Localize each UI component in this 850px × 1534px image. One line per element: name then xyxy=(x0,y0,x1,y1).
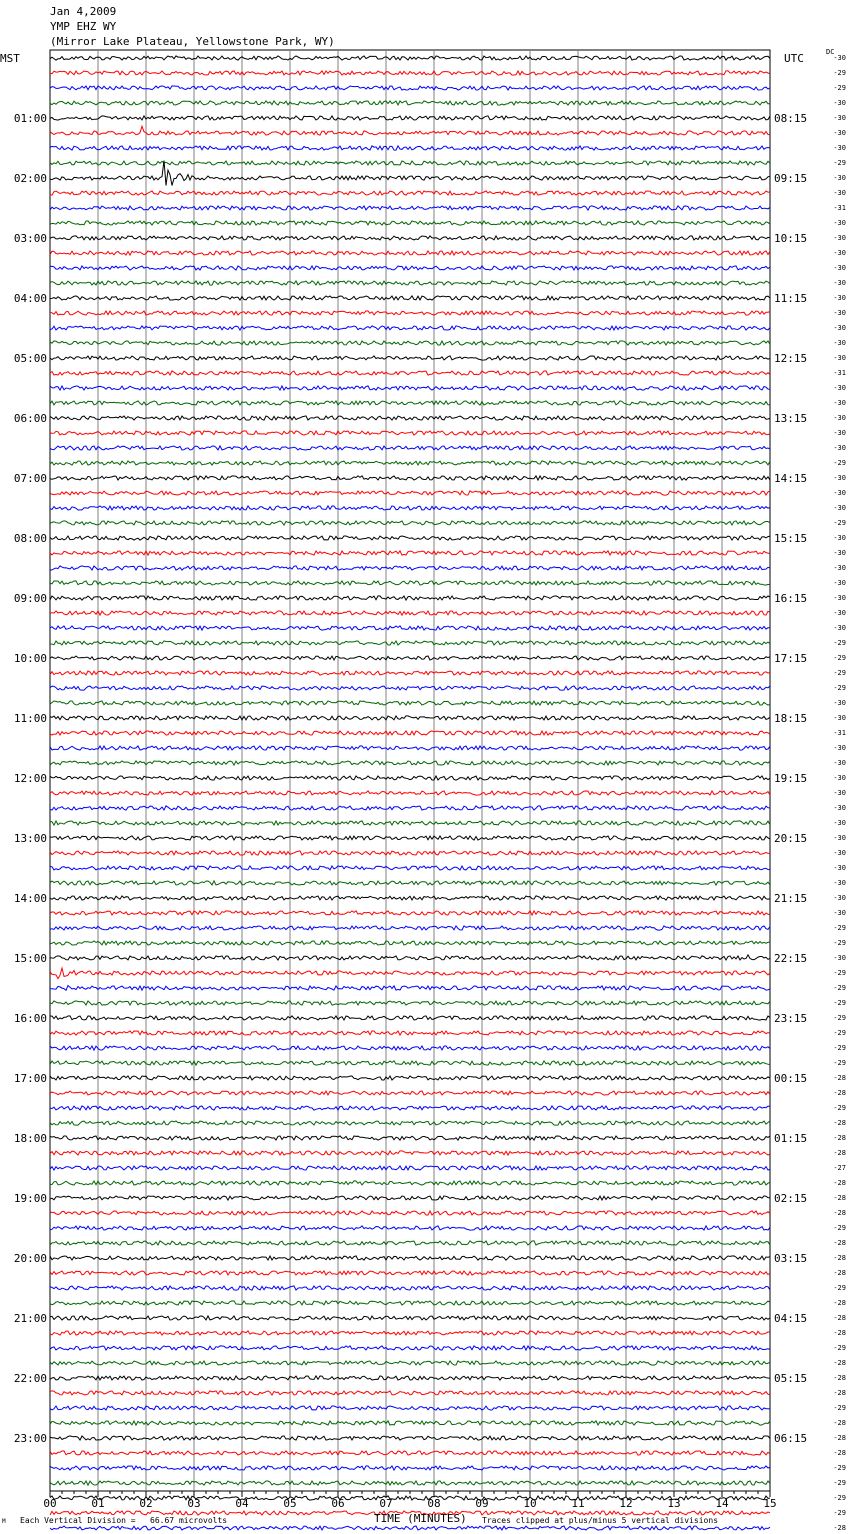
dc-offset-label: -29 xyxy=(833,1029,846,1037)
x-tick-label: 10 xyxy=(523,1497,537,1510)
dc-offset-label: -28 xyxy=(833,1119,846,1127)
dc-offset-label: -28 xyxy=(833,1359,846,1367)
dc-offset-label: -29 xyxy=(833,159,846,167)
dc-offset-label: -28 xyxy=(833,1524,846,1532)
trace-line xyxy=(50,836,770,840)
dc-offset-label: -30 xyxy=(833,249,846,257)
dc-offset-label: -28 xyxy=(833,1134,846,1142)
dc-offset-label: -31 xyxy=(833,369,846,377)
trace-line xyxy=(50,386,770,390)
left-hour-label: 18:00 xyxy=(13,1132,47,1145)
trace-line xyxy=(50,1211,770,1215)
dc-offset-label: -29 xyxy=(833,1104,846,1112)
trace-line xyxy=(50,1031,770,1035)
dc-offset-label: -30 xyxy=(833,174,846,182)
trace-line xyxy=(50,1301,770,1305)
dc-offset-label: -28 xyxy=(833,1179,846,1187)
left-hour-label: 21:00 xyxy=(13,1312,47,1325)
left-hour-label: 12:00 xyxy=(13,772,47,785)
dc-offset-label: -29 xyxy=(833,84,846,92)
trace-line xyxy=(50,491,770,495)
corner-mark: M xyxy=(2,1518,6,1525)
trace-line xyxy=(50,926,770,930)
trace-line xyxy=(50,1376,770,1380)
right-hour-label: 12:15 xyxy=(774,352,808,365)
dc-offset-label: -30 xyxy=(833,144,846,152)
trace-line xyxy=(50,968,770,979)
left-hour-label: 10:00 xyxy=(13,652,47,665)
dc-offset-label: -28 xyxy=(833,1254,846,1262)
dc-offset-label: -30 xyxy=(833,759,846,767)
trace-line xyxy=(50,881,770,885)
trace-line xyxy=(50,1166,770,1170)
chart-date: Jan 4,2009 xyxy=(50,5,117,18)
right-hour-label: 14:15 xyxy=(774,472,808,485)
trace-line xyxy=(50,311,770,315)
x-tick-label: 11 xyxy=(571,1497,585,1510)
right-hour-label: 16:15 xyxy=(774,592,808,605)
trace-line xyxy=(50,761,770,765)
right-hour-label: 13:15 xyxy=(774,412,808,425)
dc-offset-label: -29 xyxy=(833,1464,846,1472)
dc-offset-label: -29 xyxy=(833,459,846,467)
dc-offset-label: -29 xyxy=(833,1479,846,1487)
trace-line xyxy=(50,1061,770,1065)
x-tick-label: 04 xyxy=(235,1497,249,1510)
trace-line xyxy=(50,356,770,360)
dc-offset-label: -30 xyxy=(833,414,846,422)
right-hour-label: 10:15 xyxy=(774,232,808,245)
left-hour-label: 02:00 xyxy=(13,172,47,185)
trace-line xyxy=(50,1181,770,1185)
dc-offset-label: -30 xyxy=(833,744,846,752)
trace-line xyxy=(50,1121,770,1125)
dc-offset-label: -29 xyxy=(833,1509,846,1517)
trace-line xyxy=(50,1451,770,1455)
right-hour-label: 17:15 xyxy=(774,652,808,665)
dc-offset-label: -29 xyxy=(833,939,846,947)
right-hour-label: 22:15 xyxy=(774,952,808,965)
dc-offset-label: -28 xyxy=(833,1074,846,1082)
dc-offset-label: -29 xyxy=(833,1344,846,1352)
trace-line xyxy=(50,1271,770,1275)
dc-offset-label: -30 xyxy=(833,699,846,707)
trace-line xyxy=(50,746,770,750)
trace-line xyxy=(50,1331,770,1335)
x-tick-label: 02 xyxy=(139,1497,153,1510)
dc-offset-label: -29 xyxy=(833,1059,846,1067)
x-tick-label: 12 xyxy=(619,1497,633,1510)
trace-line xyxy=(50,1196,770,1200)
dc-offset-label: -28 xyxy=(833,1314,846,1322)
trace-line xyxy=(50,146,770,150)
trace-line xyxy=(50,206,770,210)
right-hour-label: 20:15 xyxy=(774,832,808,845)
trace-line xyxy=(50,1436,770,1440)
trace-line xyxy=(50,896,770,900)
trace-line xyxy=(50,596,770,600)
left-hour-label: 14:00 xyxy=(13,892,47,905)
dc-offset-label: -30 xyxy=(833,444,846,452)
x-tick-label: 01 xyxy=(91,1497,105,1510)
x-tick-label: 15 xyxy=(763,1497,777,1510)
trace-line xyxy=(50,551,770,555)
right-hour-label: 09:15 xyxy=(774,172,808,185)
trace-line xyxy=(50,1076,770,1080)
trace-line xyxy=(50,71,770,75)
trace-line xyxy=(50,1496,770,1500)
dc-offset-label: -29 xyxy=(833,1224,846,1232)
trace-group xyxy=(50,56,770,1534)
trace-line xyxy=(50,671,770,675)
trace-line xyxy=(50,1136,770,1140)
dc-offset-label: -30 xyxy=(833,129,846,137)
station-location: (Mirror Lake Plateau, Yellowstone Park, WY) xyxy=(50,35,335,48)
left-hour-label: 05:00 xyxy=(13,352,47,365)
trace-line xyxy=(50,776,770,780)
dc-offset-label: -30 xyxy=(833,399,846,407)
dc-offset-label: -30 xyxy=(833,54,846,62)
trace-line xyxy=(50,341,770,345)
trace-line xyxy=(50,161,770,165)
trace-line xyxy=(50,716,770,720)
trace-line xyxy=(50,56,770,60)
dc-offset-label: -28 xyxy=(833,1089,846,1097)
left-hour-label: 04:00 xyxy=(13,292,47,305)
dc-offset-label: -30 xyxy=(833,309,846,317)
x-tick-label: 14 xyxy=(715,1497,729,1510)
trace-line xyxy=(50,701,770,705)
dc-offset-label: -30 xyxy=(833,834,846,842)
dc-offset-label: -29 xyxy=(833,969,846,977)
dc-offset-label: -30 xyxy=(833,804,846,812)
left-hour-label: 11:00 xyxy=(13,712,47,725)
dc-offset-label: -29 xyxy=(833,519,846,527)
trace-line xyxy=(50,611,770,615)
dc-offset-label: -29 xyxy=(833,999,846,1007)
trace-line xyxy=(50,1091,770,1095)
x-tick-label: 06 xyxy=(331,1497,345,1510)
trace-line xyxy=(50,1406,770,1410)
trace-line xyxy=(50,731,770,735)
dc-offset-label: -30 xyxy=(833,864,846,872)
dc-offset-label: -30 xyxy=(833,774,846,782)
dc-offset-label: -30 xyxy=(833,954,846,962)
dc-offset-label: -30 xyxy=(833,384,846,392)
dc-offset-label: -30 xyxy=(833,504,846,512)
right-hour-label: 11:15 xyxy=(774,292,808,305)
left-hour-label: 20:00 xyxy=(13,1252,47,1265)
dc-offset-label: -31 xyxy=(833,729,846,737)
dc-offset-label: -30 xyxy=(833,339,846,347)
trace-line xyxy=(50,686,770,690)
dc-offset-label: -28 xyxy=(833,1374,846,1382)
dc-offset-label: -30 xyxy=(833,324,846,332)
dc-offset-label: -30 xyxy=(833,549,846,557)
trace-line xyxy=(50,821,770,825)
trace-line xyxy=(50,1016,770,1020)
trace-line xyxy=(50,431,770,435)
dc-offset-label: -30 xyxy=(833,114,846,122)
dc-offset-label: -29 xyxy=(833,684,846,692)
dc-offset-label: -30 xyxy=(833,264,846,272)
trace-line xyxy=(50,1481,770,1485)
dc-offset-label: -30 xyxy=(833,879,846,887)
dc-offset-label: -29 xyxy=(833,924,846,932)
dc-offset-label: -27 xyxy=(833,1164,846,1172)
left-axis-label: MST xyxy=(0,52,20,65)
left-hour-label: 09:00 xyxy=(13,592,47,605)
trace-line xyxy=(50,866,770,870)
trace-line xyxy=(50,401,770,405)
left-hour-label: 03:00 xyxy=(13,232,47,245)
trace-line xyxy=(50,236,770,240)
dc-offset-label: -28 xyxy=(833,1149,846,1157)
x-tick-label: 00 xyxy=(43,1497,57,1510)
dc-offset-label: -30 xyxy=(833,609,846,617)
dc-offset-label: -30 xyxy=(833,99,846,107)
clip-note: Traces clipped at plus/minus 5 vertical divisions xyxy=(482,1516,719,1525)
dc-offset-label: -28 xyxy=(833,1194,846,1202)
dc-offset-label: -29 xyxy=(833,654,846,662)
trace-line xyxy=(50,986,770,991)
right-hour-label: 01:15 xyxy=(774,1132,808,1145)
dc-offset-label: -28 xyxy=(833,1299,846,1307)
dc-offset-label: -29 xyxy=(833,1284,846,1292)
dc-offset-label: -29 xyxy=(833,1014,846,1022)
left-hour-label: 16:00 xyxy=(13,1012,47,1025)
x-tick-label: 13 xyxy=(667,1497,681,1510)
trace-line xyxy=(50,506,770,510)
dc-offset-label: -30 xyxy=(833,849,846,857)
trace-line xyxy=(50,1361,770,1365)
dc-offset-label: -30 xyxy=(833,534,846,542)
trace-line xyxy=(50,1106,770,1110)
trace-line xyxy=(50,911,770,915)
x-tick-label: 08 xyxy=(427,1497,441,1510)
right-hour-label: 21:15 xyxy=(774,892,808,905)
scale-note: Each Vertical Division = 66.67 microvolts xyxy=(20,1516,228,1525)
trace-line xyxy=(50,266,770,270)
left-hour-label: 23:00 xyxy=(13,1432,47,1445)
dc-offset-label: -30 xyxy=(833,429,846,437)
dc-offset-label: -30 xyxy=(833,909,846,917)
dc-offset-label: -29 xyxy=(833,639,846,647)
trace-line xyxy=(50,1421,770,1425)
dc-offset-label: -28 xyxy=(833,1389,846,1397)
left-hour-label: 19:00 xyxy=(13,1192,47,1205)
trace-line xyxy=(50,326,770,330)
dc-offset-label: -28 xyxy=(833,1329,846,1337)
dc-offset-label: -30 xyxy=(833,819,846,827)
trace-line xyxy=(50,221,770,225)
trace-line xyxy=(50,941,770,945)
left-hour-label: 13:00 xyxy=(13,832,47,845)
dc-offset-label: -30 xyxy=(833,189,846,197)
trace-line xyxy=(50,296,770,300)
right-hour-label: 03:15 xyxy=(774,1252,808,1265)
left-hour-label: 08:00 xyxy=(13,532,47,545)
left-hour-label: 15:00 xyxy=(13,952,47,965)
right-hour-label: 02:15 xyxy=(774,1192,808,1205)
dc-offset-label: -30 xyxy=(833,894,846,902)
trace-line xyxy=(50,626,770,630)
dc-offset-label: -28 xyxy=(833,1434,846,1442)
station-code: YMP EHZ WY xyxy=(50,20,117,33)
trace-line xyxy=(50,1466,770,1470)
left-hour-label: 06:00 xyxy=(13,412,47,425)
trace-line xyxy=(50,446,770,450)
trace-line xyxy=(50,791,770,795)
trace-line xyxy=(50,1241,770,1245)
dc-offset-label: -28 xyxy=(833,1449,846,1457)
dc-offset-label: -28 xyxy=(833,1239,846,1247)
dc-offset-label: -30 xyxy=(833,579,846,587)
dc-offset-label: -30 xyxy=(833,474,846,482)
trace-line xyxy=(50,191,770,195)
trace-line xyxy=(50,281,770,285)
trace-line xyxy=(50,581,770,585)
dc-offset-label: -30 xyxy=(833,234,846,242)
dc-offset-label: -29 xyxy=(833,984,846,992)
x-axis-label: TIME (MINUTES) xyxy=(374,1512,467,1525)
trace-line xyxy=(50,1316,770,1320)
dc-offset-label: -29 xyxy=(833,1404,846,1412)
trace-line xyxy=(50,1391,770,1395)
trace-line xyxy=(50,116,770,120)
dc-offset-label: -31 xyxy=(833,204,846,212)
dc-offset-label: -30 xyxy=(833,294,846,302)
right-hour-label: 04:15 xyxy=(774,1312,808,1325)
trace-line xyxy=(50,1256,770,1260)
trace-line xyxy=(50,1286,770,1290)
dc-offset-label: -28 xyxy=(833,1209,846,1217)
trace-line xyxy=(50,851,770,855)
trace-line xyxy=(50,1526,770,1530)
dc-offset-label: -30 xyxy=(833,219,846,227)
trace-line xyxy=(50,1151,770,1155)
right-hour-label: 00:15 xyxy=(774,1072,808,1085)
trace-line xyxy=(50,461,770,465)
trace-line xyxy=(50,566,770,570)
right-hour-label: 08:15 xyxy=(774,112,808,125)
right-hour-label: 19:15 xyxy=(774,772,808,785)
right-hour-label: 06:15 xyxy=(774,1432,808,1445)
x-tick-label: 09 xyxy=(475,1497,489,1510)
trace-line xyxy=(50,126,770,135)
dc-offset-label: -30 xyxy=(833,789,846,797)
trace-line xyxy=(50,806,770,810)
left-hour-label: 22:00 xyxy=(13,1372,47,1385)
trace-line xyxy=(50,1046,770,1050)
trace-line xyxy=(50,521,770,525)
dc-offset-label: -30 xyxy=(833,354,846,362)
dc-offset-label: -30 xyxy=(833,489,846,497)
trace-line xyxy=(50,656,770,660)
right-hour-label: 05:15 xyxy=(774,1372,808,1385)
right-hour-label: 18:15 xyxy=(774,712,808,725)
right-hour-label: 23:15 xyxy=(774,1012,808,1025)
left-hour-label: 07:00 xyxy=(13,472,47,485)
dc-offset-label: -30 xyxy=(833,279,846,287)
trace-line xyxy=(50,101,770,105)
dc-offset-label: -29 xyxy=(833,69,846,77)
trace-line xyxy=(50,1346,770,1350)
left-hour-label: 17:00 xyxy=(13,1072,47,1085)
dc-offset-label: -28 xyxy=(833,1269,846,1277)
dc-offset-label: -30 xyxy=(833,714,846,722)
trace-line xyxy=(50,476,770,480)
trace-line xyxy=(50,1226,770,1230)
dc-offset-label: -29 xyxy=(833,1044,846,1052)
dc-offset-label: -29 xyxy=(833,669,846,677)
trace-line xyxy=(50,371,770,375)
trace-line xyxy=(50,1001,770,1005)
x-tick-label: 05 xyxy=(283,1497,297,1510)
trace-line xyxy=(50,86,770,90)
right-hour-label: 15:15 xyxy=(774,532,808,545)
dc-offset-label: -29 xyxy=(833,1494,846,1502)
dc-offset-label: -30 xyxy=(833,564,846,572)
dc-label: DC xyxy=(826,48,835,56)
right-axis-label: UTC xyxy=(784,52,804,65)
trace-line xyxy=(50,955,770,960)
dc-offset-label: -30 xyxy=(833,594,846,602)
dc-offset-label: -28 xyxy=(833,1419,846,1427)
dc-offset-label: -30 xyxy=(833,624,846,632)
x-tick-label: 07 xyxy=(379,1497,393,1510)
x-tick-label: 03 xyxy=(187,1497,201,1510)
trace-line xyxy=(50,536,770,540)
left-hour-label: 01:00 xyxy=(13,112,47,125)
trace-line xyxy=(50,251,770,255)
trace-line xyxy=(50,416,770,420)
trace-line xyxy=(50,641,770,645)
